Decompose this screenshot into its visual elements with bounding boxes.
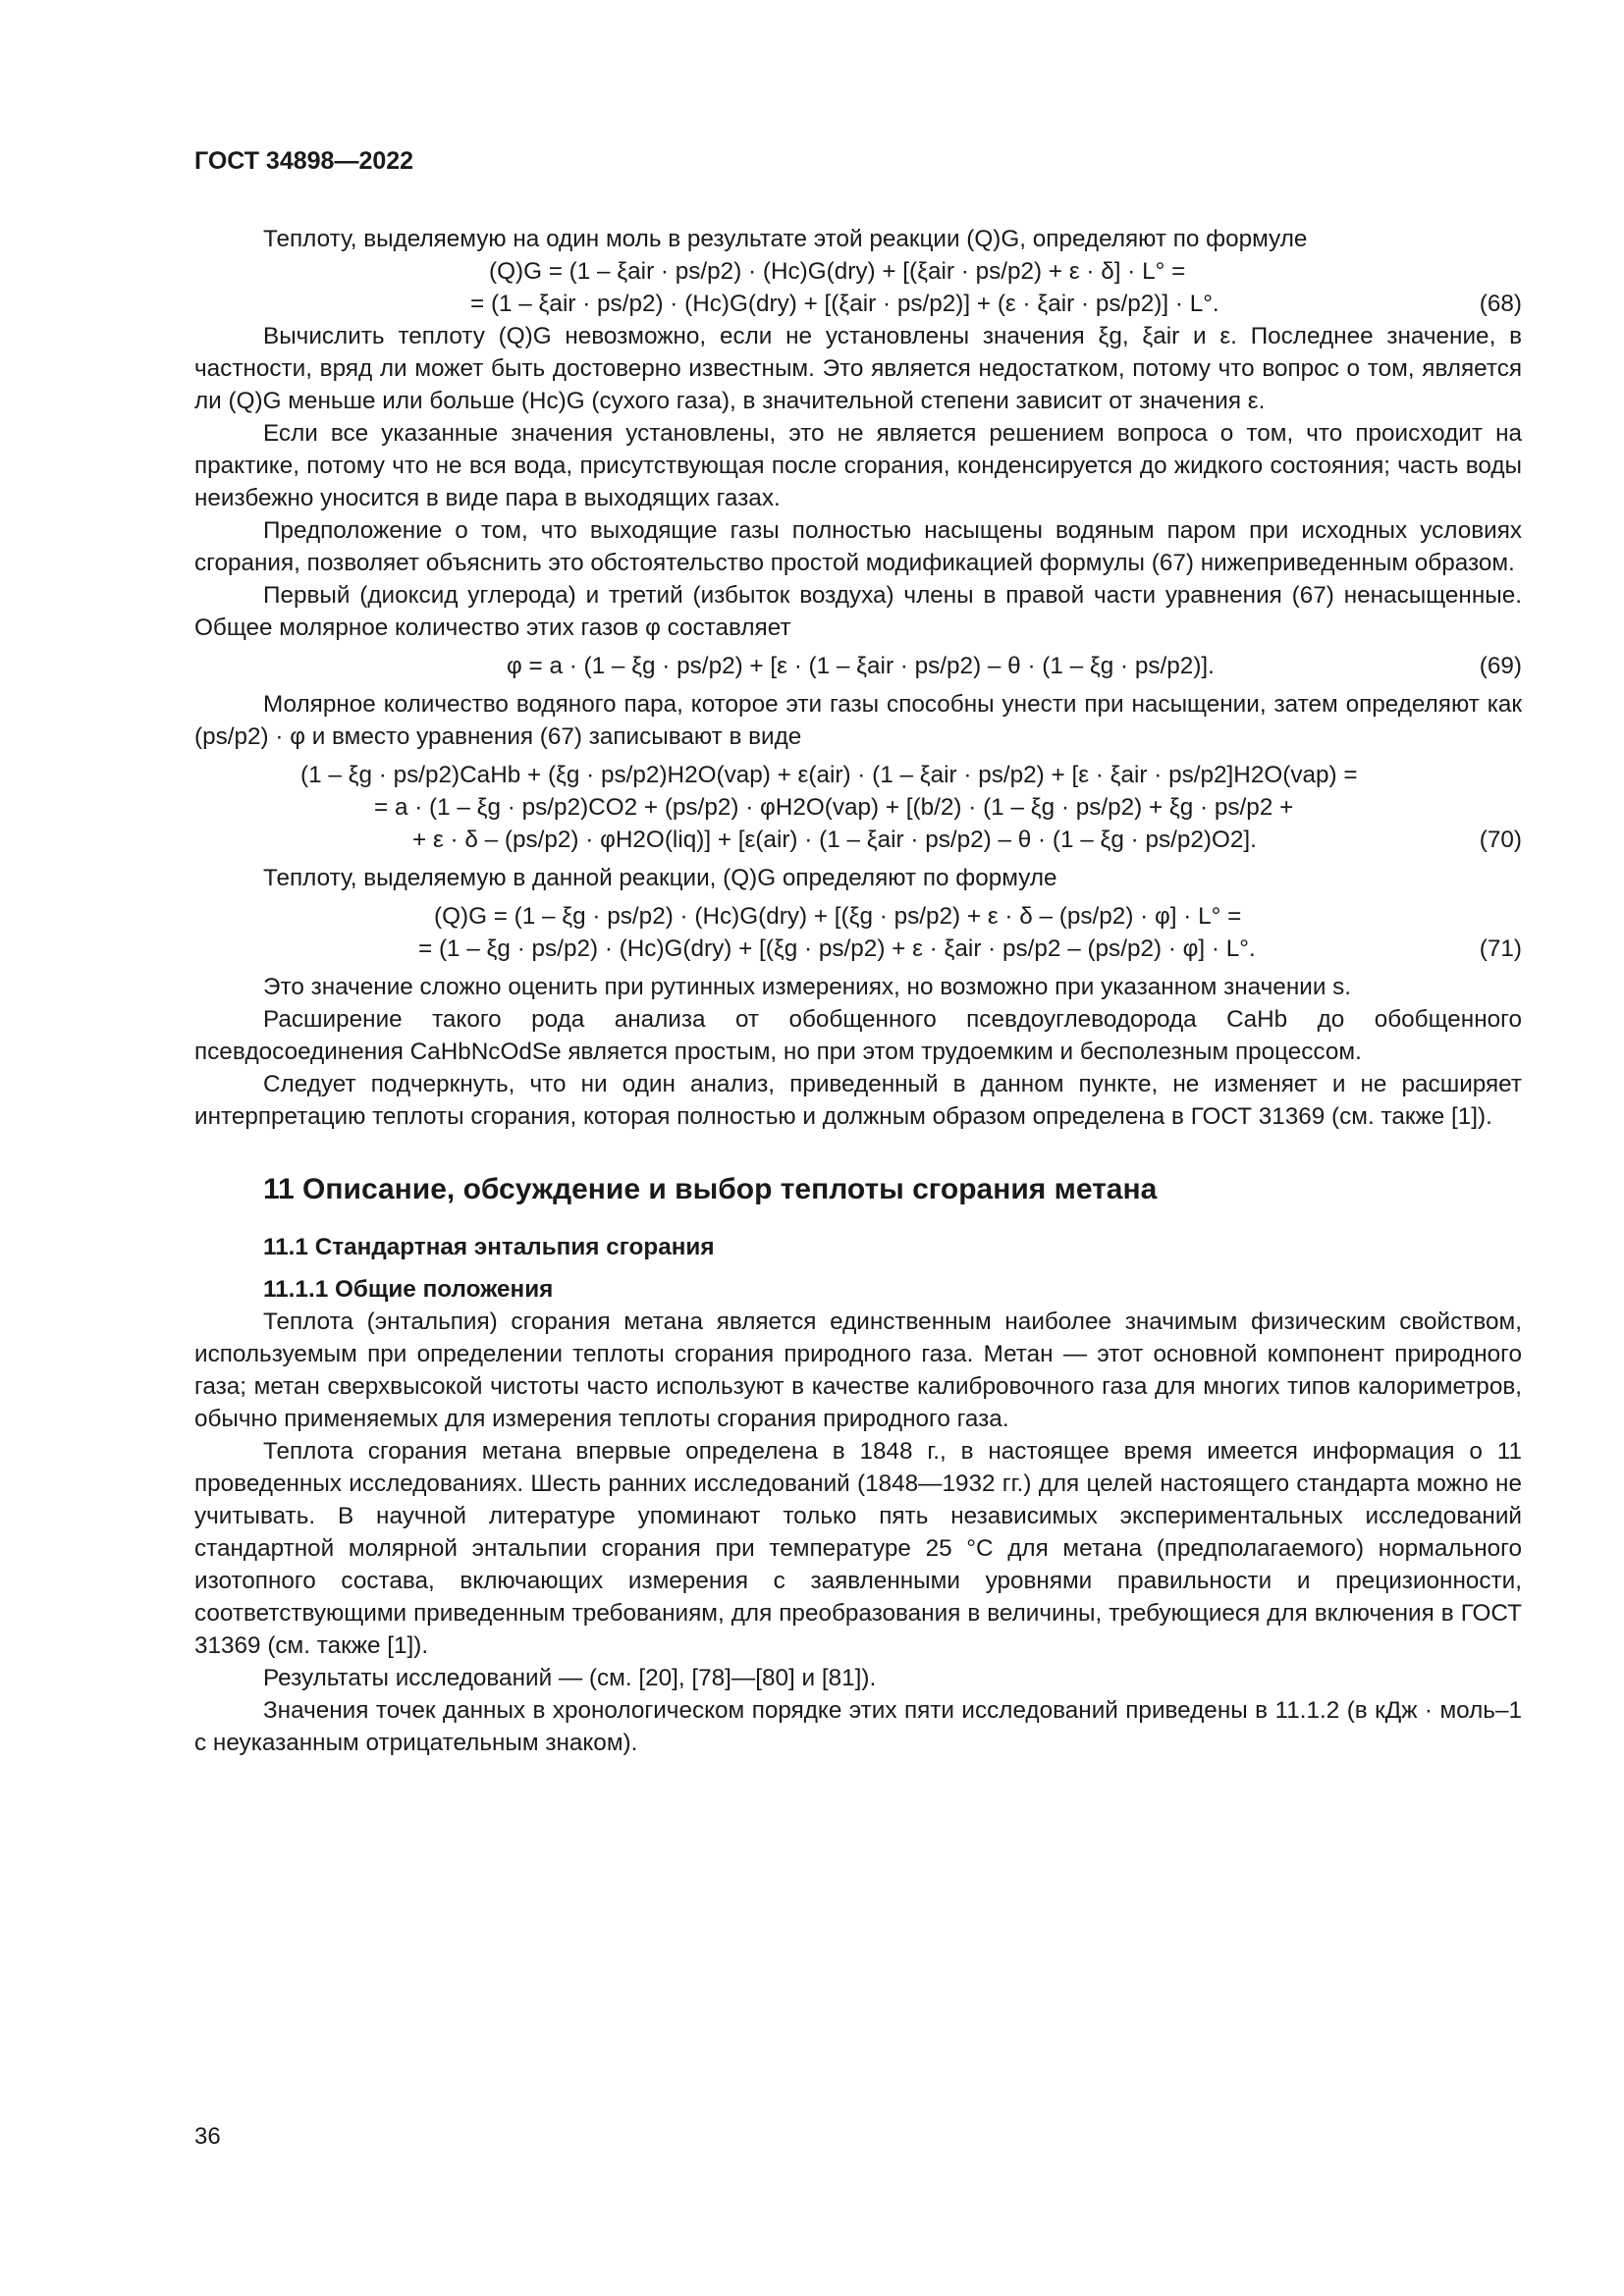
formula-number: (71) [1479, 935, 1522, 962]
paragraph: Следует подчеркнуть, что ни один анализ, приведенный в данном пункте, не изменяет и не расширяет интерпретацию теплоты сгорания, которая полностью и должным образом определена в ГОСТ 31369 (см. также [1]). [194, 1071, 1522, 1130]
formula-68-line-2: = (1 – ξair · ps/p2) · (Hc)G(dry) + [(ξair · ps/p2)] + (ε · ξair · ps/p2)] · L°. (68) [194, 288, 1522, 320]
paragraph: Теплота сгорания метана впервые определена в 1848 г., в настоящее время имеется информация о 11 проведенных исследованиях. Шесть ранних исследований (1848—1932 гг.) для целей настоящего стандарта можно не учитывать. В научной литературе упоминают только пять независимых экспериментальных исследований стандартной молярной энтальпии сгорания при температуре 25 °С для метана (предполагаемого) нормального изотопного состава, включающих измерения с заявленными уровнями правильности и прецизионности, соответствующими приведенным требованиям, для преобразования в величины, требующиеся для включения в ГОСТ 31369 (см. также [1]). [194, 1438, 1522, 1659]
paragraph: Это значение сложно оценить при рутинных измерениях, но возможно при указанном значении s. [263, 974, 1352, 1000]
formula-71-line-2: = (1 – ξg · ps/p2) · (Hc)G(dry) + [(ξg · ps/p2) + ε · ξair · ps/p2 – (ps/p2) · φ] · L°. (71) [194, 933, 1522, 965]
formula-70-line-2: = a · (1 – ξg · ps/p2)CO2 + (ps/p2) · φH2O(vap) + [(b/2) · (1 – ξg · ps/p2) + ξg · ps/p2 + [374, 794, 1294, 821]
page-number: 36 [194, 2123, 221, 2150]
paragraph: Теплоту, выделяемую в данной реакции, (Q)G определяют по формуле [263, 865, 1057, 891]
formula-70-line-1: (1 – ξg · ps/p2)CaHb + (ξg · ps/p2)H2O(vap) + ε(air) · (1 – ξair · ps/p2) + [ε · ξair · ps/p2]H2O(vap) = [300, 762, 1358, 788]
paragraph: Значения точек данных в хронологическом порядке этих пяти исследований приведены в 11.1.2 (в кДж · моль–1 с неуказанным отрицательным знаком). [194, 1697, 1522, 1756]
section-heading: 11 Описание, обсуждение и выбор теплоты сгорания метана [263, 1173, 1158, 1205]
paragraph: Результаты исследований — (см. [20], [78]—[80] и [81]). [263, 1665, 877, 1691]
paragraph: Молярное количество водяного пара, которое эти газы способны унести при насыщении, затем определяют как (ps/p2) · φ и вместо уравнения (67) записывают в виде [194, 691, 1522, 750]
document-code: ГОСТ 34898—2022 [194, 147, 414, 175]
paragraph: Теплота (энтальпия) сгорания метана является единственным наиболее значимым физическим свойством, используемым при определении теплоты сгорания природного газа. Метан — этот основной компонент природного газа; метан сверхвысокой чистоты часто используют в качестве калибровочного газа для многих типов калориметров, обычно применяемых для измерения теплоты сгорания природного газа. [194, 1308, 1522, 1432]
formula-71-line-1: (Q)G = (1 – ξg · ps/p2) · (Hc)G(dry) + [(ξg · ps/p2) + ε · δ – (ps/p2) · φ] · L° = [434, 903, 1242, 930]
paragraph: Теплоту, выделяемую на один моль в результате этой реакции (Q)G, определяют по формуле [263, 226, 1308, 252]
formula-69: φ = a · (1 – ξg · ps/p2) + [ε · (1 – ξair · ps/p2) – θ · (1 – ξg · ps/p2)]. (69) [194, 650, 1522, 682]
page-body [194, 223, 1522, 1759]
formula-68-line-1: (Q)G = (1 – ξair · ps/p2) · (Hc)G(dry) + [(ξair · ps/p2) + ε · δ] · L° = [489, 258, 1186, 285]
formula-number: (68) [1479, 291, 1522, 317]
formula-70-line-3: + ε · δ – (ps/p2) · φH2O(liq)] + [ε(air) · (1 – ξair · ps/p2) – θ · (1 – ξg · ps/p2)O2]. (70) [194, 824, 1522, 856]
formula-number: (69) [1479, 653, 1522, 679]
paragraph: Если все указанные значения установлены, это не является решением вопроса о том, что происходит на практике, потому что не вся вода, присутствующая после сгорания, конденсируется до жидкого состояния; часть воды неизбежно уносится в виде пара в выходящих газах. [194, 420, 1522, 511]
formula-number: (70) [1479, 827, 1522, 853]
paragraph: Предположение о том, что выходящие газы полностью насыщены водяным паром при исходных условиях сгорания, позволяет объяснить это обстоятельство простой модификацией формулы (67) нижеприведенным образом. [194, 517, 1522, 576]
paragraph: Вычислить теплоту (Q)G невозможно, если не установлены значения ξg, ξair и ε. Последнее значение, в частности, вряд ли может быть достоверно известным. Это является недостатком, потому что вопрос о том, является ли (Q)G меньше или больше (Hc)G (сухого газа), в значительной степени зависит от значения ε. [194, 323, 1522, 414]
paragraph: Первый (диоксид углерода) и третий (избыток воздуха) члены в правой части уравнения (67) ненасыщенные. Общее молярное количество этих газов φ составляет [194, 582, 1522, 641]
subsubsection-heading: 11.1.1 Общие положения [263, 1276, 554, 1303]
subsection-heading: 11.1 Стандартная энтальпия сгорания [263, 1234, 715, 1260]
paragraph: Расширение такого рода анализа от обобщенного псевдоуглеводорода CaHb до обобщенного псевдосоединения CaHbNcOdSe является простым, но при этом трудоемким и бесполезным процессом. [194, 1006, 1522, 1065]
